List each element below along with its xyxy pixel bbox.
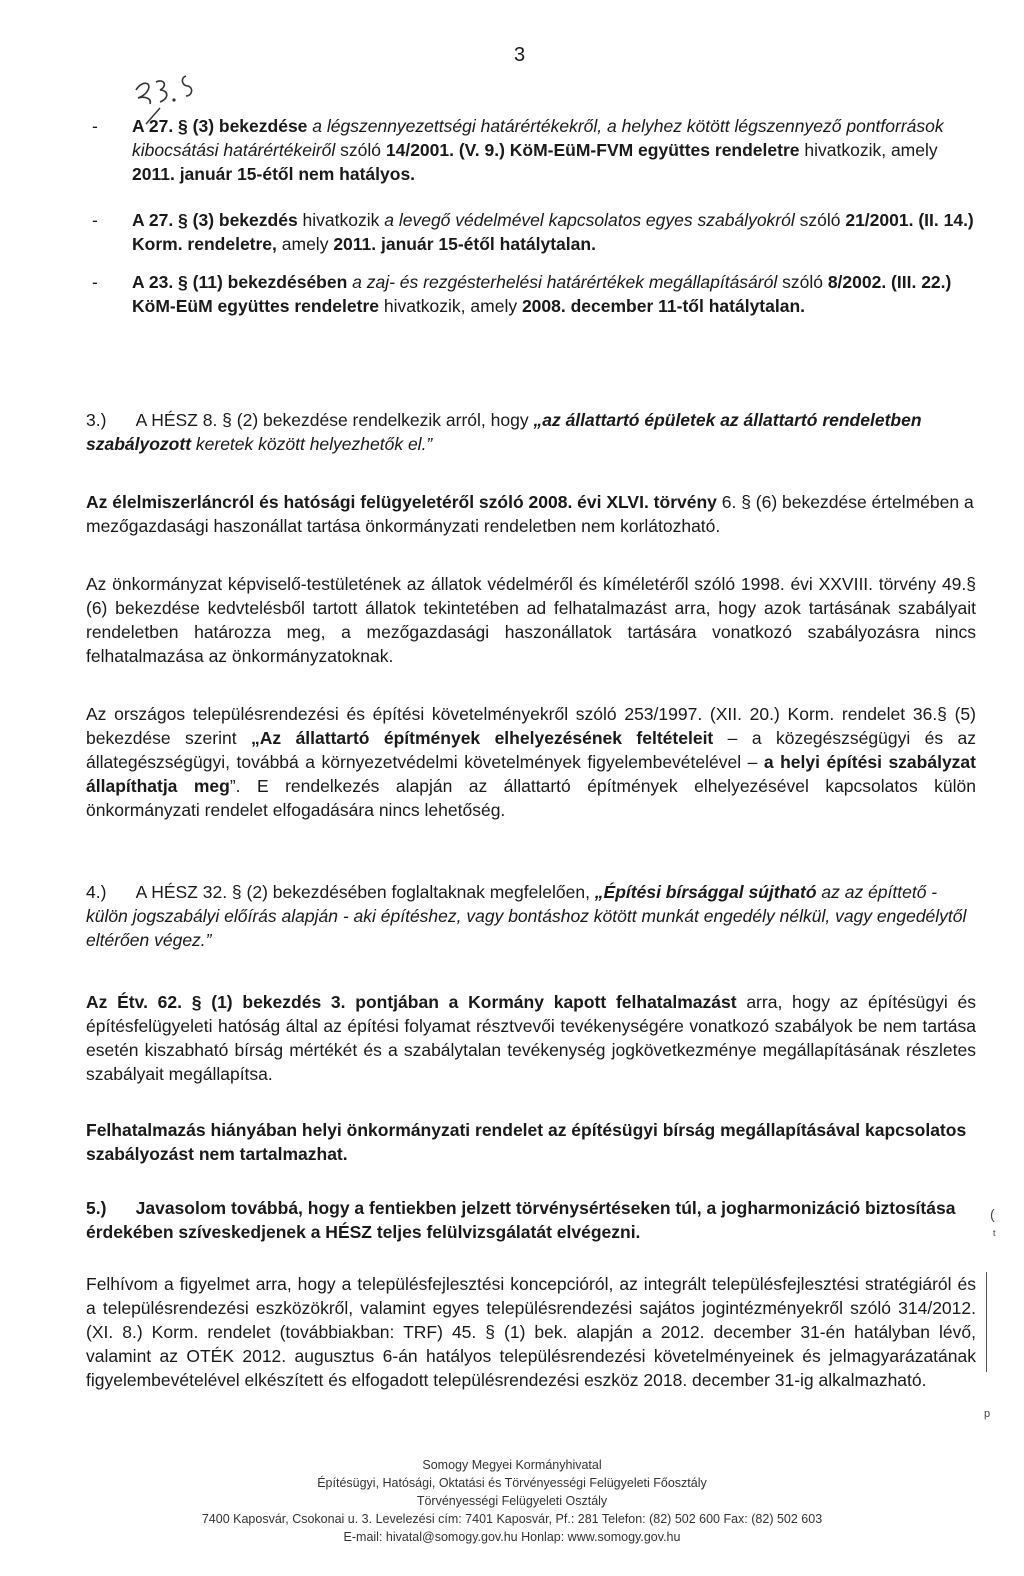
margin-mark: ( [990, 1206, 995, 1222]
bullet-text: 21/2001. (II. 14.) Korm. rendeletre, [132, 210, 974, 254]
bullet-text: hivatkozik [297, 210, 385, 230]
bullet-item [92, 208, 982, 256]
section-number: 3.) [86, 410, 107, 430]
paragraph-text: – a közegészségügyi és az állategészségügyi, továbbá a környezetvédelmi követelmények figyelembevételével – [86, 728, 976, 772]
section-number: 5.) [86, 1198, 107, 1218]
bullet-text: szóló [335, 140, 386, 160]
footer-contact: E-mail: hivatal@somogy.gov.hu Honlap: www.somogy.gov.hu [343, 1530, 681, 1544]
bullet-text: A 23. § (11) bekezdésében [132, 272, 353, 292]
bullet-text: A 27. § (3) bekezdés [132, 210, 298, 230]
bullet-text: szóló [794, 210, 846, 230]
quote-text: „Az állattartó építmények elhelyezésének feltételeit [251, 728, 714, 748]
quote-text: az az építtető - külön jogszabályi előírás alapján - aki építéshez, vagy bontáshoz kötött munkát engedély nélkül, vagy engedélytől eltérően végez.” [86, 882, 967, 950]
bullet-text: 8/2002. (III. 22.) KöM-EüM együttes rendeletre [132, 272, 952, 316]
footer-address: 7400 Kaposvár, Csokonai u. 3. Levelezési cím: 7401 Kaposvár, Pf.: 281 Telefon: (82) 502 600 Fax: (82) 502 603 [201, 1512, 823, 1526]
quote-text: a helyi építési szabályzat állapíthatja meg [86, 752, 976, 796]
section-number: 4.) [86, 882, 107, 902]
bullet-item [92, 114, 982, 186]
footer [0, 1456, 1024, 1546]
footer-office: Törvényességi Felügyeleti Osztály [416, 1494, 608, 1508]
paragraph-onkormanyzat: Az önkormányzat képviselő-testületének az állatok védelméről és kíméletéről szóló 1998. évi XXVIII. törvény 49.§ (6) bekezdése kedvtelésből tartott állatok tekintetében ad felhatalmazást arra, hogy azok tartásának szabályait rendeletben határozza meg, a mezőgazdasági haszonállatok tartására vonatkozó szabályozásra nincs felhatalmazása az önkormányzatoknak. [86, 574, 976, 666]
section-text: A HÉSZ 32. § (2) bekezdésében foglaltaknak megfelelően, [135, 882, 595, 902]
quote-text: az állattartó rendeletben szabályozott [86, 410, 922, 454]
quote-text: „az állattartó épületek [533, 410, 721, 430]
paragraph-text: 6. § (6) bekezdése értelmében a mezőgazdasági haszonállat tartása önkormányzati rendeletben nem korlátozható. [86, 492, 974, 536]
bullet-dash: - [92, 272, 98, 292]
paragraph-text: arra, hogy az építésügyi és építésfelügyeleti hatóság által az építési folyamat résztvevői tevékenységére vonatkozó szabályok be nem tartása esetén kiszabható bírság mértékét és a szabálytalan tevékenység jogkövetkezménye megállapításának részletes szabályait megállapítsa. [86, 992, 977, 1084]
bullet-text: hivatkozik, amely [378, 296, 522, 316]
margin-mark: p [984, 1408, 991, 1420]
paragraph-text: ”. E rendelkezés alapján az állattartó építmények elhelyezésével kapcsolatos külön önkormányzati rendelet elfogadására nincs lehetőség. [86, 776, 977, 820]
quote-text: keretek között helyezhetők el.” [191, 434, 433, 454]
margin-mark: t [993, 1228, 996, 1238]
bullet-text: 2008. december 11-től hatálytalan. [521, 296, 806, 316]
bullet-text: amely [276, 234, 334, 254]
law-title: Az élelmiszerláncról és hatósági felügyeletéről szóló 2008. évi XLVI. törvény [86, 492, 717, 512]
page-number: 3 [514, 44, 526, 66]
bullet-item [92, 270, 982, 318]
footer-dept: Építésügyi, Hatósági, Oktatási és Törvényességi Felügyeleti Főosztály [317, 1476, 707, 1490]
bullet-text: A 27. § (3) bekezdése [132, 116, 313, 136]
section-text: A HÉSZ 8. § (2) bekezdése rendelkezik arról, hogy [135, 410, 534, 430]
paragraph-orszagos [86, 702, 976, 822]
section-3 [86, 408, 976, 456]
quote-text: „Építési bírsággal sújtható [594, 882, 817, 902]
footer-org: Somogy Megyei Kormányhivatal [422, 1458, 602, 1472]
bullet-text: szóló [777, 272, 828, 292]
paragraph-felhatalmazas: Felhatalmazás hiányában helyi önkormányzati rendelet az építésügyi bírság megállapításával kapcsolatos szabályozást nem tartalmazhat. [86, 1120, 967, 1164]
bullet-dash: - [92, 210, 98, 230]
bullet-text: 2011. január 15-étől nem hatályos. [132, 164, 416, 184]
paragraph-etv [86, 990, 976, 1086]
bullet-text: a légszennyezettségi határértékekről, a helyhez kötött légszennyező pontforrások kibocsátási határértékeiről [132, 116, 944, 160]
law-title: Az Étv. 62. § (1) bekezdés 3. pontjában a Kormány kapott felhatalmazást [86, 992, 737, 1012]
bullet-text: a zaj- és rezgésterhelési határértékek megállapításáról [352, 272, 778, 292]
bullet-text: hivatkozik, amely [799, 140, 938, 160]
bullet-text: a levegő védelmével kapcsolatos egyes szabályokról [384, 210, 795, 230]
section-4 [86, 880, 976, 952]
paragraph-elelmiszer [86, 490, 976, 538]
bullet-text: 2011. január 15-étől hatálytalan. [333, 234, 596, 254]
section-text: Javasolom továbbá, hogy a fentiekben jelzett törvénysértéseken túl, a jogharmonizáció biztosítása érdekében szíveskedjenek a HÉSZ teljes felülvizsgálatát elvégezni. [86, 1198, 956, 1242]
paragraph-felhivom: Felhívom a figyelmet arra, hogy a településfejlesztési koncepcióról, az integrált településfejlesztési stratégiáról és a településrendezési eszközökről, valamint egyes településrendezési sajátos jogintézményekről szóló 314/2012. (XI. 8.) Korm. rendelet (továbbiakban: TRF) 45. § (1) bek. alapján a 2012. december 31-én hatályban lévő, valamint az OTÉK 2012. augusztus 6-án hatályos településrendezési követelményeinek és jelmagyarázatának figyelembevételével elkészített és elfogadott településrendezési eszköz 2018. december 31-ig alkalmazható. [86, 1274, 976, 1390]
bullet-dash: - [92, 116, 98, 136]
margin-line [986, 1272, 987, 1372]
section-5 [86, 1196, 976, 1244]
paragraph-text: Az országos településrendezési és építési követelményekről szóló 253/1997. (XII. 20.) Korm. rendelet 36.§ (5) bekezdése szerint [86, 704, 976, 748]
bullet-text: 14/2001. (V. 9.) KöM-EüM-FVM együttes rendeletre [385, 140, 800, 160]
